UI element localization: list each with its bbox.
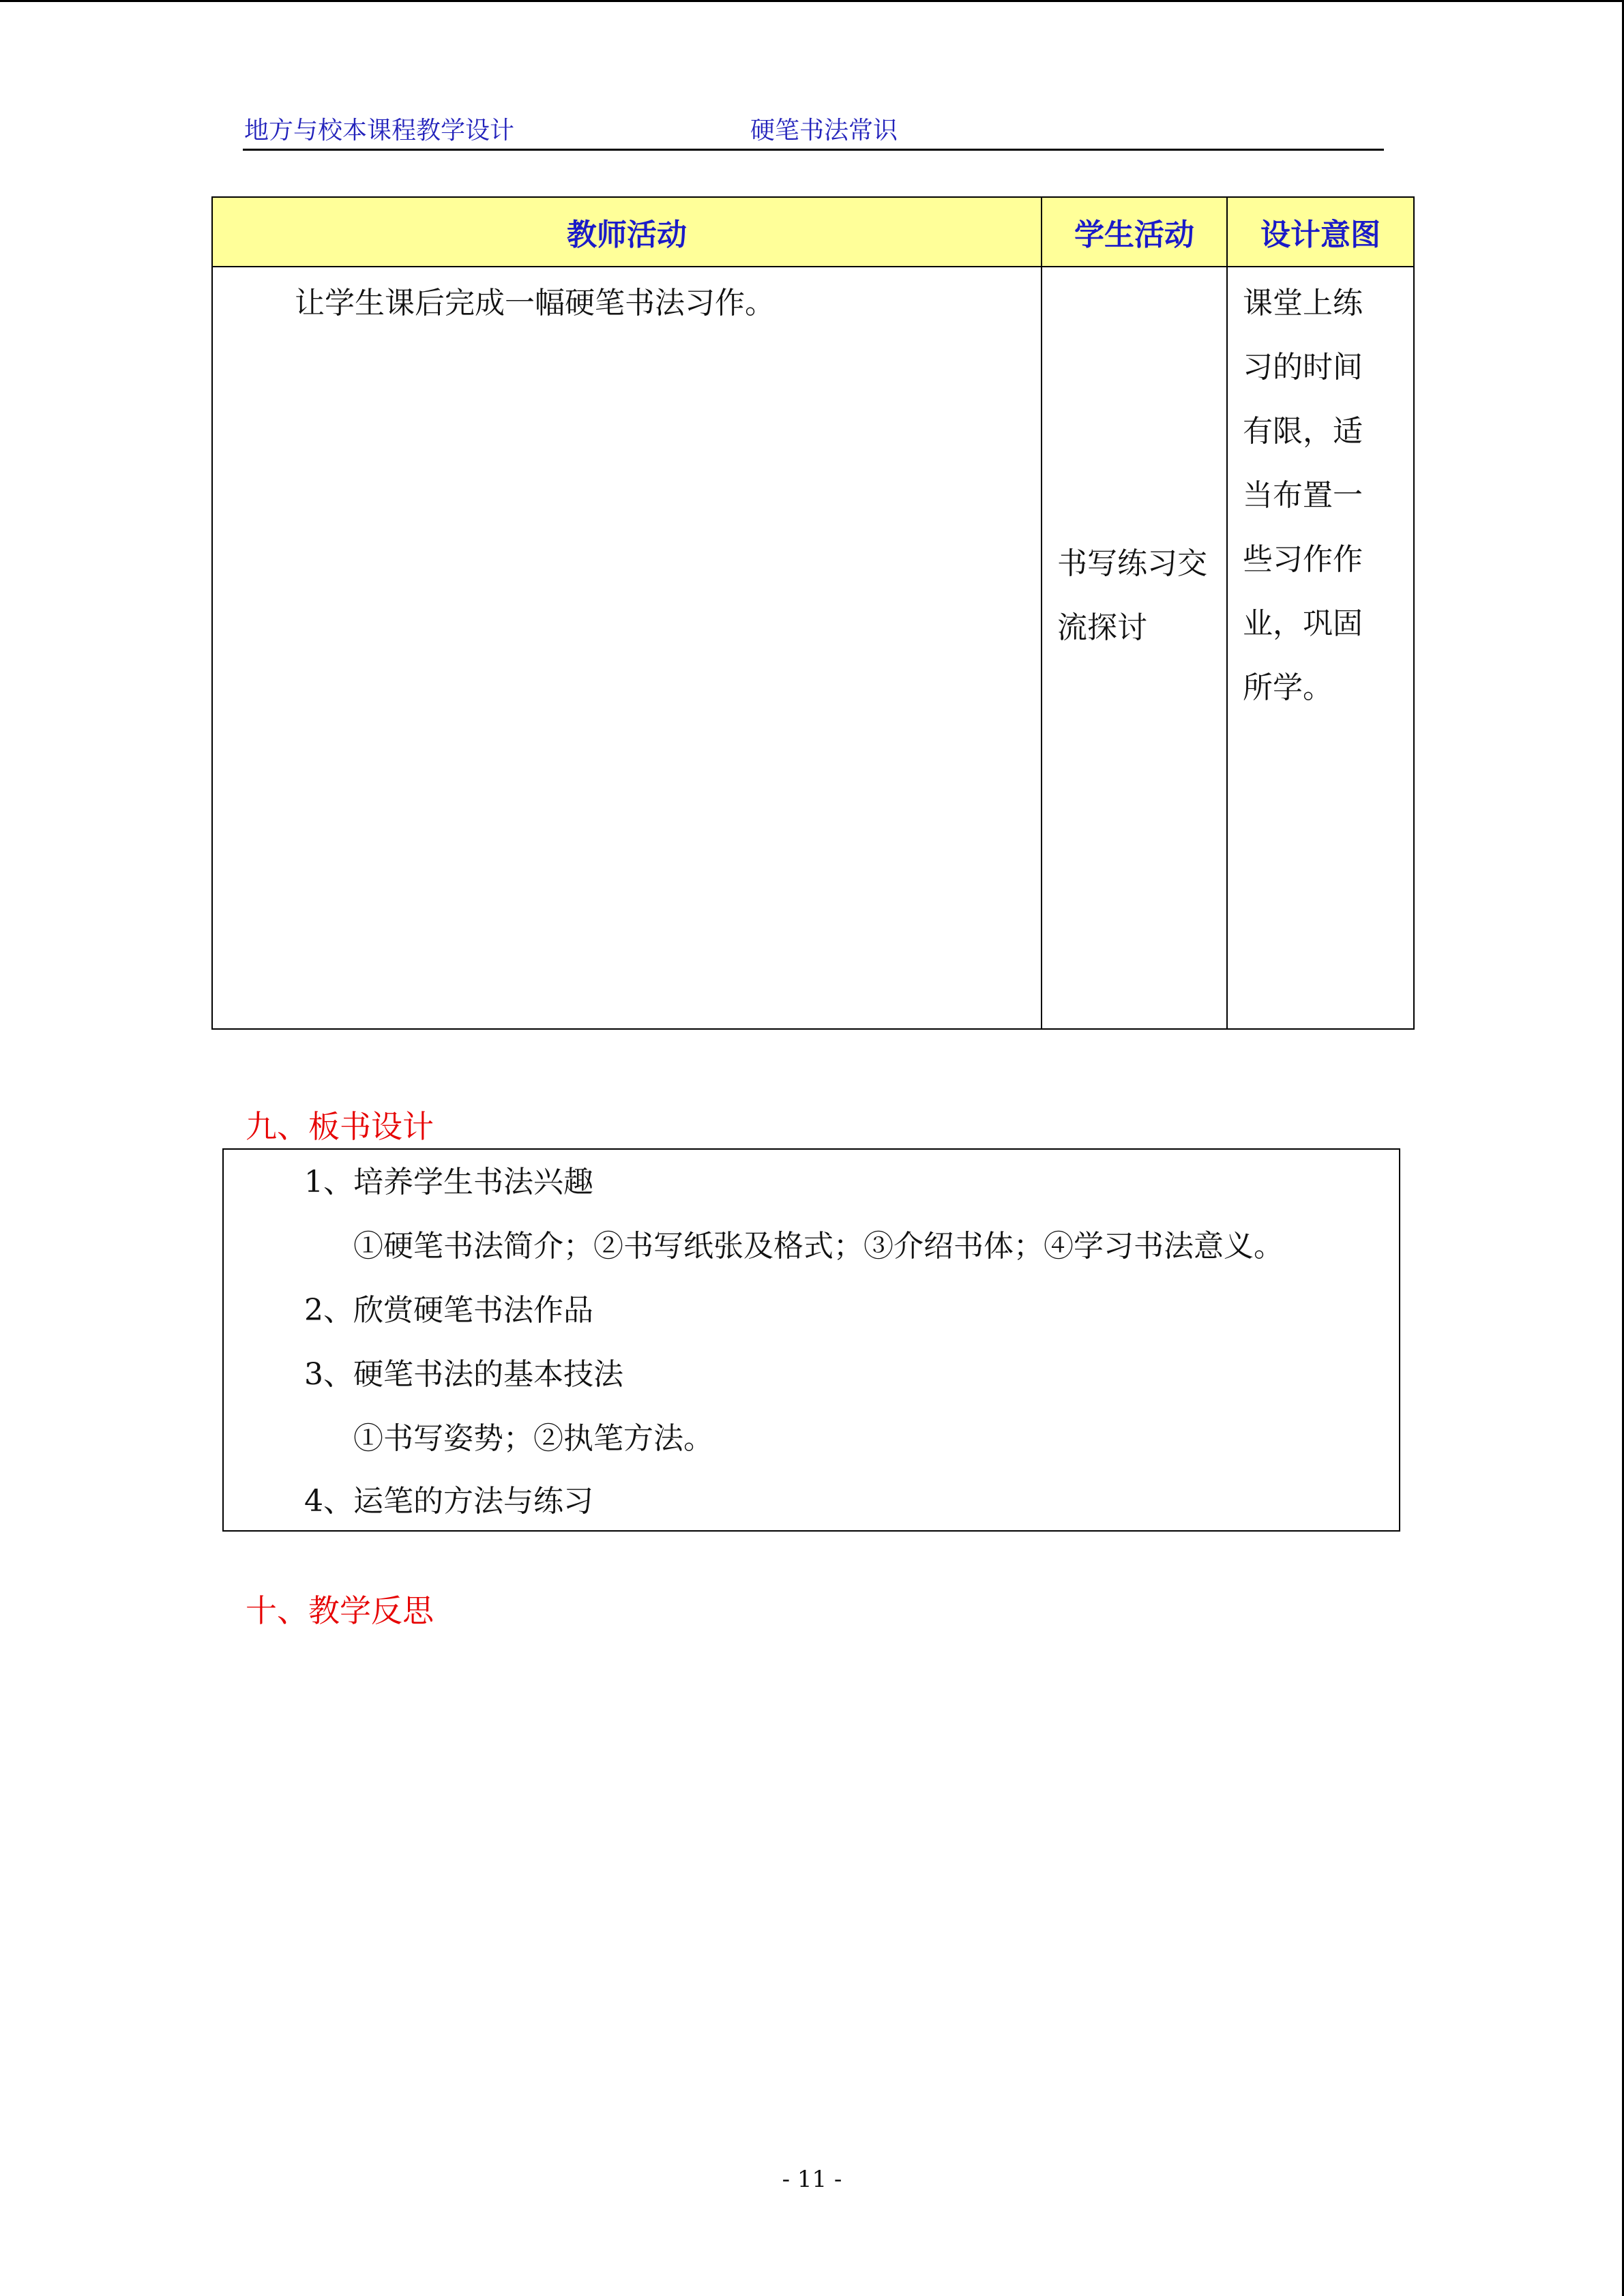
design-intent-cell (1227, 267, 1414, 1029)
activity-table (211, 196, 1415, 1030)
design-intent-text: 课堂上练习的时间有限，适当布置一些习作作业，巩固所学。 (1243, 286, 1363, 705)
column-header-student: 学生活动 (1042, 197, 1227, 267)
board-line-6: 4、运笔的方法与练习 (304, 1484, 593, 1519)
page-number: - 11 - (782, 2166, 842, 2193)
header-lesson-title: 硬笔书法常识 (750, 117, 898, 145)
student-activity-cell (1042, 267, 1227, 1029)
board-line-3: 2、欣赏硬笔书法作品 (304, 1293, 593, 1328)
activity-table-row (212, 267, 1414, 1029)
column-header-teacher: 教师活动 (212, 197, 1042, 267)
board-line-5: ①书写姿势；②执笔方法。 (353, 1421, 713, 1456)
board-design-heading: 九、板书设计 (246, 1108, 434, 1145)
column-header-intent: 设计意图 (1227, 197, 1414, 267)
board-line-1: 1、培养学生书法兴趣 (304, 1165, 593, 1199)
header-course-title: 地方与校本课程教学设计 (244, 117, 515, 145)
board-line-2: ①硬笔书法简介；②书写纸张及格式；③介绍书体；④学习书法意义。 (353, 1229, 1284, 1264)
board-design-box (222, 1148, 1400, 1532)
page-border-top (0, 0, 1624, 2)
board-line-4: 3、硬笔书法的基本技法 (304, 1357, 623, 1392)
teaching-reflection-heading: 十、教学反思 (246, 1592, 434, 1629)
header-rule (243, 149, 1384, 151)
teacher-activity-cell: 让学生课后完成一幅硬笔书法习作。 (212, 267, 1042, 1029)
student-activity-text: 书写练习交流探讨 (1057, 546, 1207, 645)
activity-table-header-row (212, 197, 1414, 267)
